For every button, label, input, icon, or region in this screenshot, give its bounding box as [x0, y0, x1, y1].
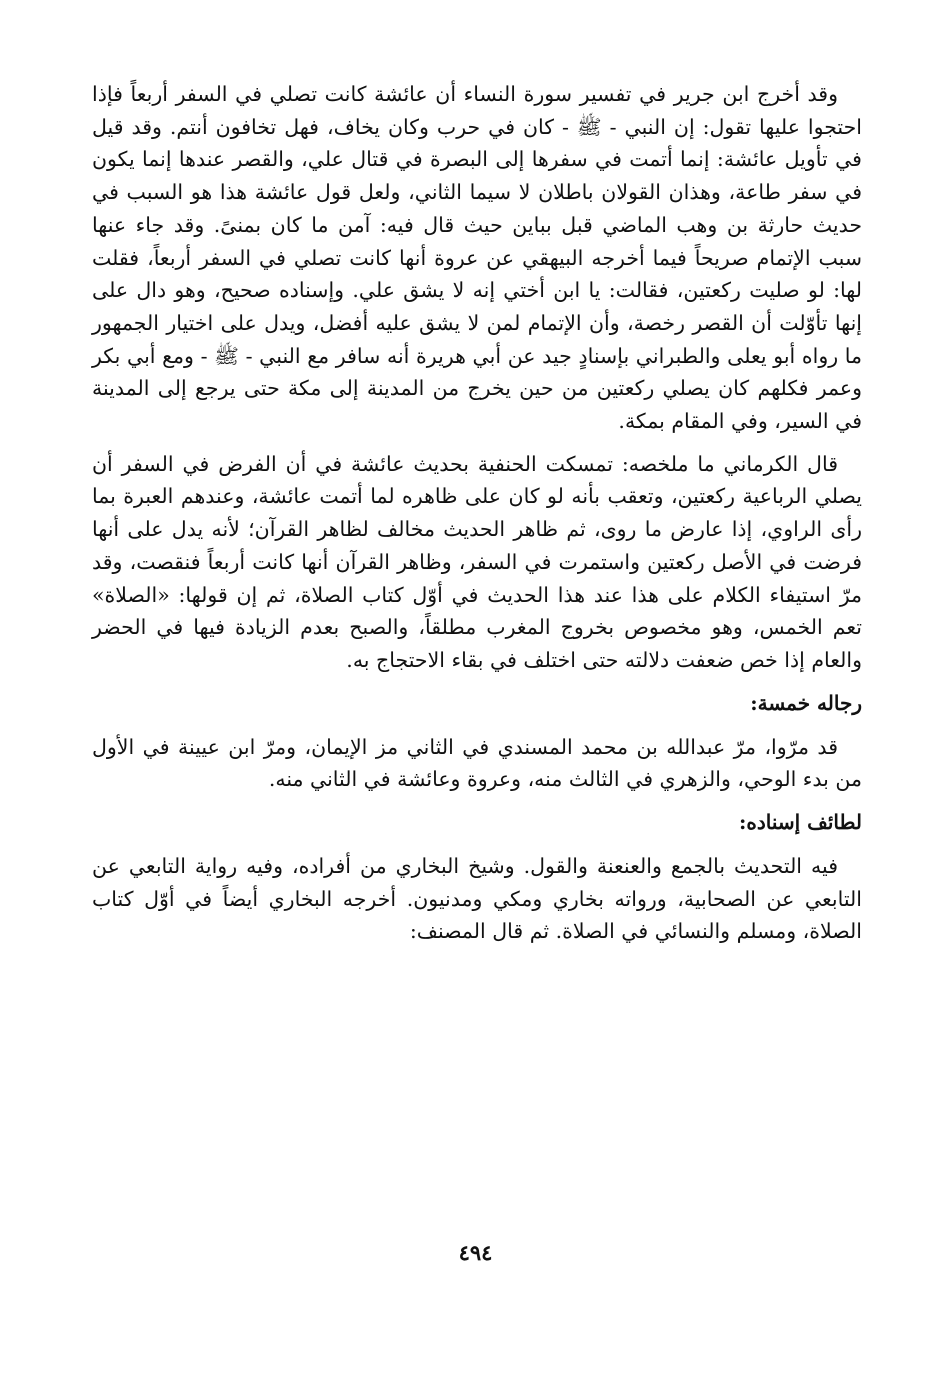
heading-chain-notes: لطائف إسناده:	[738, 810, 862, 835]
page-body	[92, 78, 862, 948]
page-number: ٤٩٤	[458, 1240, 493, 1265]
paragraph-chain-notes: فيه التحديث بالجمع والعنعنة والقول. وشيخ البخاري من أفراده، وفيه رواية التابعي عن التابعي عن الصحابية، ورواته بخاري ومكي ومدنيون. أخرجه البخاري أيضاً في أوّل كتاب الصلاة، ومسلم والنسائي في الصلاة. ثم قال المصنف:	[92, 854, 862, 944]
paragraph-kirmani: قال الكرماني ما ملخصه: تمسكت الحنفية بحديث عائشة في أن الفرض في السفر أن يصلي الرباعية ركعتين، وتعقب بأنه لو كان على ظاهره لما أتمت عائشة، وعندهم العبرة بما رأى الراوي، إذا عارض ما روى، ثم ظاهر الحديث مخالف لظاهر القرآن؛ لأنه يدل على أنها فرضت في الأصل ركعتين واستمرت في السفر، وظاهر القرآن أنها كانت أربعاً فنقصت، وقد مرّ استيفاء الكلام على هذا عند هذا الحديث في أوّل كتاب الصلاة، ثم إن قولها: «الصلاة» تعم الخمس، وهو مخصوص بخروج المغرب مطلقاً، والصبح بعدم الزيادة فيها في الحضر والعام إذا خص ضعفت دلالته حتى اختلف في بقاء الاحتجاج به.	[92, 451, 862, 672]
paragraph-ibn-jarir: وقد أخرج ابن جرير في تفسير سورة النساء أن عائشة كانت تصلي في السفر أربعاً فإذا احتجوا عليها تقول: إن النبي - ﷺ - كان في حرب وكان يخاف، فهل تخافون أنتم. وقد قيل في تأويل عائشة: إنما أتمت في سفرها إلى البصرة في قتال علي، والقصر عندها إنما يكون في سفر طاعة، وهذان القولان باطلان لا سيما الثاني، ولعل قول عائشة هذا هو السبب في حديث حارثة بن وهب الماضي قبل بباين حيث قال فيه: آمن ما كان بمنىً. وقد جاء عنها سبب الإتمام صريحاً فيما أخرجه البيهقي عن عروة أنها كانت تصلي في السفر أربعاً، فقلت لها: لو صليت ركعتين، فقالت: يا ابن أختي إنه لا يشق علي. وإسناده صحيح، وهو دال على إنها تأوّلت أن القصر رخصة، وأن الإتمام لمن لا يشق عليه أفضل، ويدل على اختيار الجمهور ما رواه أبو يعلى والطبراني بإسنادٍ جيد عن أبي هريرة أنه سافر مع النبي - ﷺ - ومع أبي بكر وعمر فكلهم كان يصلي ركعتين من حين يخرج من المدينة إلى مكة حتى يرجع إلى المدينة في السير، وفي المقام بمكة.	[92, 82, 862, 434]
paragraph-narrators: قد مرّوا، مرّ عبدالله بن محمد المسندي في الثاني مز الإيمان، ومرّ ابن عيينة في الأول من بدء الوحي، والزهري في الثالث منه، وعروة وعائشة في الثاني منه.	[92, 734, 862, 792]
heading-narrators: رجاله خمسة:	[750, 690, 862, 715]
